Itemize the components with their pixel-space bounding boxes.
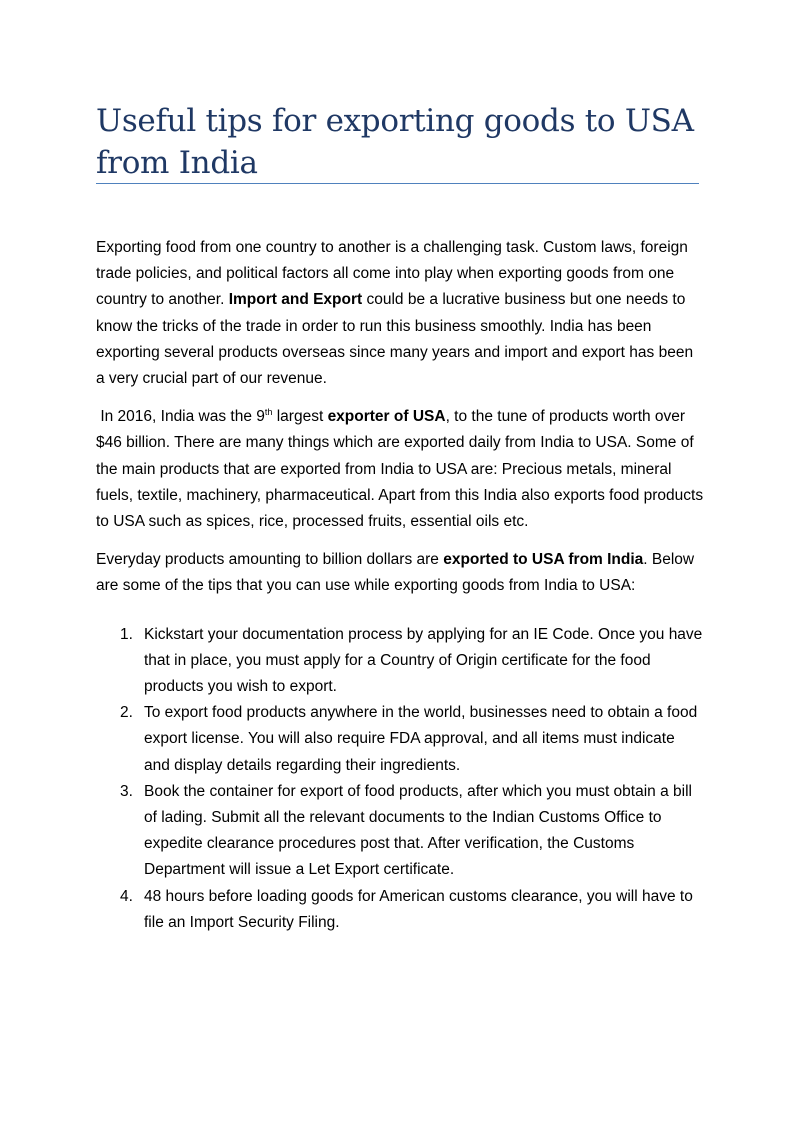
intro-paragraph: Exporting food from one country to another is a challenging task. Custom laws, foreign trade policies, and political factors all come into play when exporting goods from one country to another. Import and Export could be a lucrative business but one needs to know the tricks of the trade in order to run this business smoothly. India has been exporting several products overseas since many years and import and export has been a very crucial part of our revenue. <box>96 239 694 388</box>
list-item-number: 4. <box>120 887 133 905</box>
page-title: Useful tips for exporting goods to USA from India <box>96 103 694 181</box>
import-export-emphasis: Import and Export <box>228 291 363 309</box>
everyday-paragraph: Everyday products amounting to billion dollars are exported to USA from India. Below are some of the tips that you can use while exporting goods from India to USA: <box>96 551 695 595</box>
list-item-number: 2. <box>120 704 133 722</box>
exporter-of-usa-emphasis: exporter of USA <box>327 408 446 426</box>
list-item-number: 1. <box>120 625 133 643</box>
list-item-text: Kickstart your documentation process by applying for an IE Code. Once you have that in place, you must apply for a Country of Origin certificate for the food products you wish to export. <box>144 625 703 696</box>
exported-to-usa-emphasis: exported to USA from India <box>443 551 644 569</box>
list-item-text: Book the container for export of food products, after which you must obtain a bill of lading. Submit all the relevant documents to the Indian Customs Office to expedite clearance procedures post that. After verification, the Customs Department will issue a Let Export certificate. <box>144 782 692 879</box>
list-item-text: To export food products anywhere in the world, businesses need to obtain a food export license. You will also require FDA approval, and all items must indicate and display details regarding their ingredients. <box>144 704 698 774</box>
list-item <box>96 884 704 936</box>
tips-list <box>96 622 704 936</box>
ordinal-superscript: th <box>264 407 273 418</box>
title-underline-divider <box>96 183 699 184</box>
list-item <box>96 700 704 779</box>
list-item-number: 3. <box>120 782 133 800</box>
document-body <box>96 235 704 936</box>
stats-paragraph: In 2016, India was the 9th largest exporter of USA, to the tune of products worth over $46 billion. There are many things which are exported daily from India to USA. Some of the main products that are exported from India to USA are: Precious metals, mineral fuels, textile, machinery, pharmaceutical. Apart from this India also exports food products to USA such as spices, rice, processed fruits, essential oils etc. <box>96 407 704 531</box>
list-item <box>96 779 704 884</box>
list-item <box>96 622 704 701</box>
list-item-text: 48 hours before loading goods for American customs clearance, you will have to file an Import Security Filing. <box>144 887 693 931</box>
